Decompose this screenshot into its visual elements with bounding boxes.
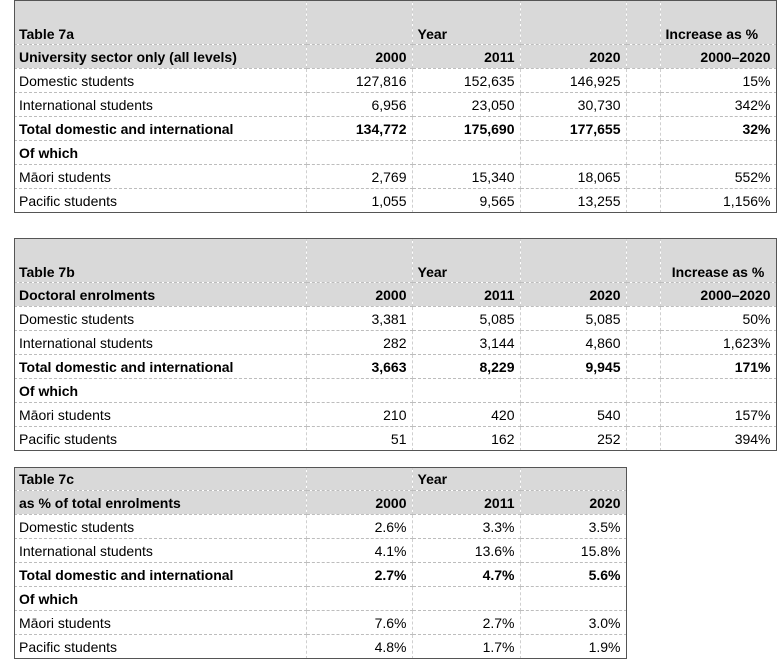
table-row	[14, 141, 776, 165]
year-label: Year	[412, 0, 520, 45]
cell-value: 3.5%	[520, 515, 626, 539]
cell-value: 2.7%	[306, 563, 412, 587]
col-header-2000: 2000	[306, 491, 412, 515]
cell-value: 171%	[660, 355, 776, 379]
row-label: Of which	[14, 379, 306, 403]
spacer-cell	[626, 403, 660, 427]
increase-label: Increase as %	[660, 238, 776, 283]
table-row	[14, 611, 626, 635]
cell-value: 9,945	[520, 355, 626, 379]
cell-value: 157%	[660, 403, 776, 427]
cell-value: 210	[306, 403, 412, 427]
increase-label: Increase as %	[660, 0, 776, 45]
cell-value	[520, 379, 626, 403]
table-row	[14, 69, 776, 93]
cell-value	[520, 141, 626, 165]
table-subtitle: as % of total enrolments	[14, 491, 306, 515]
cell-value: 5,085	[520, 307, 626, 331]
col-header-2020: 2020	[520, 45, 626, 69]
row-label: Pacific students	[14, 189, 306, 213]
row-label: Of which	[14, 141, 306, 165]
year-label: Year	[412, 238, 520, 283]
table-row	[14, 379, 776, 403]
spacer-cell	[626, 379, 660, 403]
cell-value: 552%	[660, 165, 776, 189]
spacer-cell	[626, 427, 660, 451]
row-label: International students	[14, 331, 306, 355]
cell-value: 342%	[660, 93, 776, 117]
row-label: Total domestic and international	[14, 355, 306, 379]
col-header-2011: 2011	[412, 45, 520, 69]
cell-value: 4,860	[520, 331, 626, 355]
cell-value: 1,623%	[660, 331, 776, 355]
cell-value: 32%	[660, 117, 776, 141]
col-header-2011: 2011	[412, 491, 520, 515]
cell-value: 127,816	[306, 69, 412, 93]
cell-value: 7.6%	[306, 611, 412, 635]
cell-value: 18,065	[520, 165, 626, 189]
cell-value: 540	[520, 403, 626, 427]
table-row	[14, 307, 776, 331]
cell-value: 3,381	[306, 307, 412, 331]
cell-value: 4.7%	[412, 563, 520, 587]
cell-value: 9,565	[412, 189, 520, 213]
table-row	[14, 427, 776, 451]
cell-value	[412, 379, 520, 403]
cell-value: 50%	[660, 307, 776, 331]
cell-value	[660, 379, 776, 403]
table-row	[14, 93, 776, 117]
cell-value: 5,085	[412, 307, 520, 331]
table-7c	[14, 467, 627, 659]
year-label: Year	[412, 467, 520, 491]
table-subtitle: Doctoral enrolments	[14, 283, 306, 307]
cell-value: 51	[306, 427, 412, 451]
row-label: Pacific students	[14, 427, 306, 451]
cell-value	[660, 141, 776, 165]
cell-value: 15,340	[412, 165, 520, 189]
cell-value	[306, 141, 412, 165]
table-row	[14, 331, 776, 355]
table-row	[14, 355, 776, 379]
col-header-2020: 2020	[520, 283, 626, 307]
table-title: Table 7a	[14, 0, 306, 45]
table-row	[14, 563, 626, 587]
row-label: Domestic students	[14, 515, 306, 539]
row-label: Māori students	[14, 403, 306, 427]
cell-value: 1.7%	[412, 635, 520, 659]
cell-value: 162	[412, 427, 520, 451]
cell-value	[520, 587, 626, 611]
cell-value: 13,255	[520, 189, 626, 213]
table-subtitle: University sector only (all levels)	[14, 45, 306, 69]
cell-value: 1.9%	[520, 635, 626, 659]
row-label: Domestic students	[14, 307, 306, 331]
table-row	[14, 587, 626, 611]
cell-value: 3.0%	[520, 611, 626, 635]
cell-value: 3,144	[412, 331, 520, 355]
spacer-cell	[626, 117, 660, 141]
row-label: Total domestic and international	[14, 117, 306, 141]
cell-value	[306, 587, 412, 611]
cell-value: 2,769	[306, 165, 412, 189]
col-header-change: 2000–2020	[660, 45, 776, 69]
cell-value: 15.8%	[520, 539, 626, 563]
cell-value	[412, 587, 520, 611]
spacer-cell	[626, 69, 660, 93]
cell-value: 6,956	[306, 93, 412, 117]
cell-value	[306, 379, 412, 403]
cell-value: 2.7%	[412, 611, 520, 635]
spacer-cell	[626, 141, 660, 165]
spacer-cell	[626, 189, 660, 213]
cell-value	[412, 141, 520, 165]
cell-value: 5.6%	[520, 563, 626, 587]
col-header-change: 2000–2020	[660, 283, 776, 307]
row-label: Pacific students	[14, 635, 306, 659]
spacer-cell	[626, 307, 660, 331]
cell-value: 23,050	[412, 93, 520, 117]
cell-value: 30,730	[520, 93, 626, 117]
spacer-cell	[626, 355, 660, 379]
cell-value: 3,663	[306, 355, 412, 379]
cell-value: 134,772	[306, 117, 412, 141]
table-row	[14, 165, 776, 189]
cell-value: 252	[520, 427, 626, 451]
table-row	[14, 539, 626, 563]
table-7b	[14, 238, 777, 451]
row-label: International students	[14, 93, 306, 117]
cell-value: 8,229	[412, 355, 520, 379]
cell-value: 4.8%	[306, 635, 412, 659]
spacer-cell	[626, 93, 660, 117]
table-row	[14, 515, 626, 539]
cell-value: 13.6%	[412, 539, 520, 563]
cell-value: 177,655	[520, 117, 626, 141]
cell-value: 175,690	[412, 117, 520, 141]
row-label: Of which	[14, 587, 306, 611]
spacer-cell	[626, 331, 660, 355]
table-row	[14, 117, 776, 141]
row-label: Total domestic and international	[14, 563, 306, 587]
cell-value: 1,055	[306, 189, 412, 213]
cell-value: 15%	[660, 69, 776, 93]
row-label: Domestic students	[14, 69, 306, 93]
cell-value: 420	[412, 403, 520, 427]
cell-value: 4.1%	[306, 539, 412, 563]
table-title: Table 7c	[14, 467, 306, 491]
cell-value: 1,156%	[660, 189, 776, 213]
row-label: Māori students	[14, 611, 306, 635]
col-header-2011: 2011	[412, 283, 520, 307]
table-row	[14, 189, 776, 213]
cell-value: 282	[306, 331, 412, 355]
col-header-2000: 2000	[306, 283, 412, 307]
row-label: International students	[14, 539, 306, 563]
table-title: Table 7b	[14, 238, 306, 283]
table-7a	[14, 0, 777, 213]
cell-value: 394%	[660, 427, 776, 451]
row-label: Māori students	[14, 165, 306, 189]
col-header-2020: 2020	[520, 491, 626, 515]
cell-value: 2.6%	[306, 515, 412, 539]
cell-value: 152,635	[412, 69, 520, 93]
spacer-cell	[626, 165, 660, 189]
cell-value: 146,925	[520, 69, 626, 93]
col-header-2000: 2000	[306, 45, 412, 69]
table-row	[14, 403, 776, 427]
cell-value: 3.3%	[412, 515, 520, 539]
table-row	[14, 635, 626, 659]
